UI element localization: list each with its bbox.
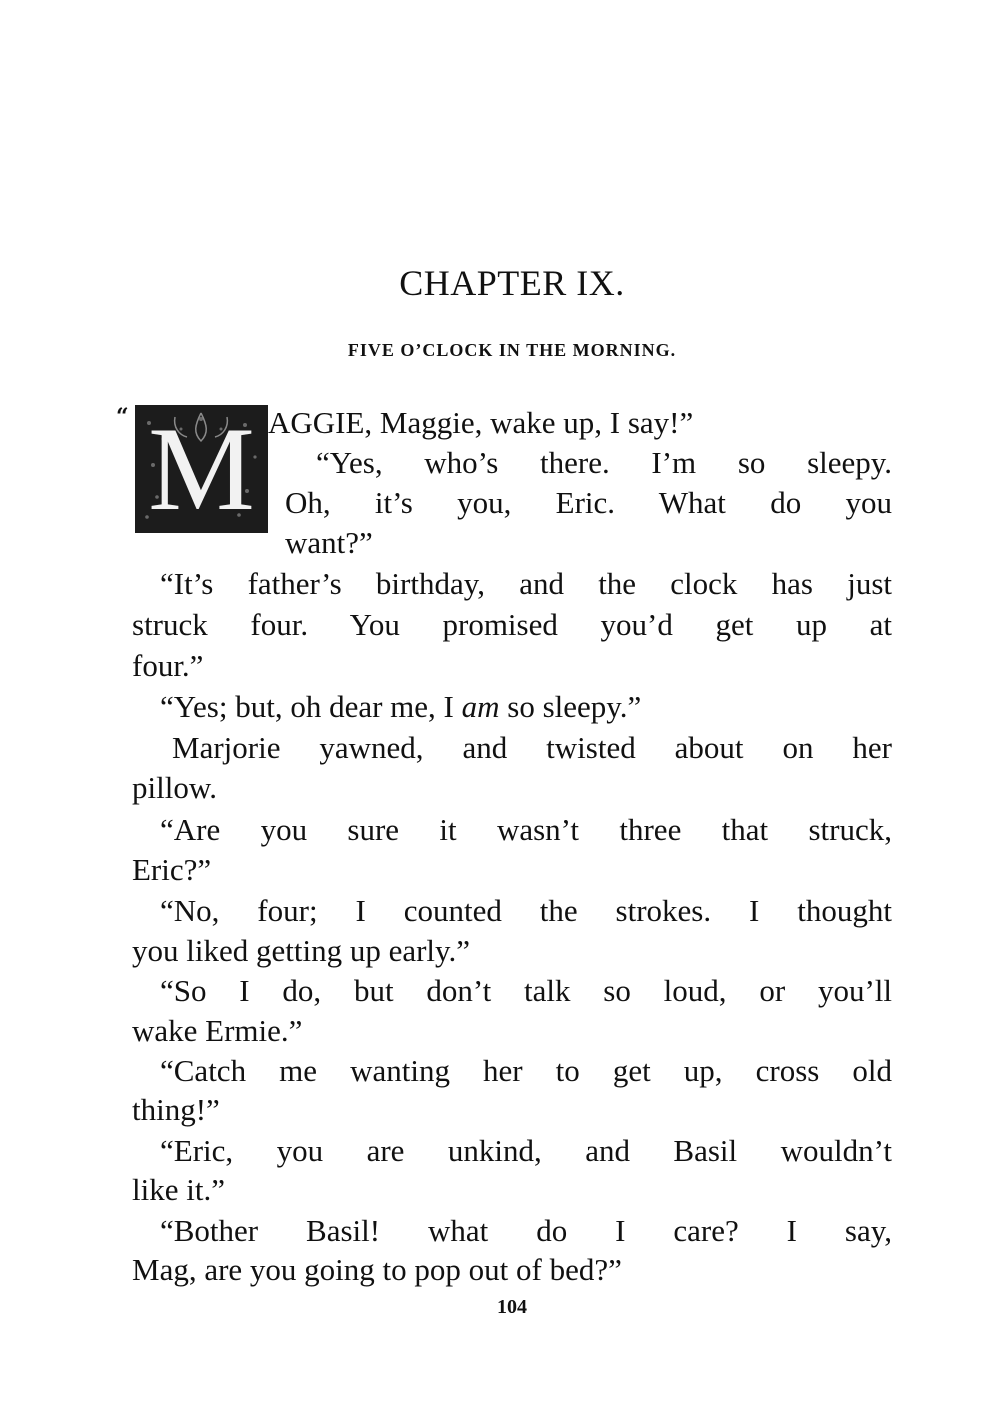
text-line: Oh, it’s you, Eric. What do you [285,485,892,520]
chapter-title: CHAPTER IX. [399,263,625,303]
text-line: “Are you sure it wasn’t three that struck, [160,812,892,847]
text-segment: “Yes; but, oh dear me, I [160,689,454,724]
text-line: wake Ermie.” [132,1013,303,1048]
text-line-with-emphasis [160,687,641,727]
text-line: Eric?” [132,852,212,887]
text-line: AGGIE, Maggie, wake up, I say!” [268,405,694,440]
text-line: “Yes, who’s there. I’m so sleepy. [316,445,892,480]
text-line: Marjorie yawned, and twisted about on her [172,730,892,765]
dropcap-letter: M [148,405,255,533]
text-line: struck four. You promised you’d get up at [132,607,892,642]
text-line: “Eric, you are unkind, and Basil wouldn’t [160,1133,892,1168]
decorative-dropcap [135,405,268,533]
page-number: 104 [497,1296,527,1318]
text-line: four.” [132,648,204,683]
chapter-subtitle: FIVE O’CLOCK IN THE MORNING. [347,340,677,360]
text-line: like it.” [132,1172,225,1207]
text-line: you liked getting up early.” [132,933,471,968]
text-line: “Catch me wanting her to get up, cross old [160,1053,892,1088]
text-line: “Bother Basil! what do I care? I say, [160,1213,892,1248]
text-line: “No, four; I counted the strokes. I thought [160,893,892,928]
text-segment: so sleepy.” [507,689,642,724]
text-line: thing!” [132,1092,220,1127]
opening-quote-mark: “ [116,404,129,430]
text-line: pillow. [132,770,217,805]
text-line: want?” [285,525,373,560]
text-line: “So I do, but don’t talk so loud, or you’ll [160,973,892,1008]
text-line: Mag, are you going to pop out of bed?” [132,1252,622,1287]
text-line: “It’s father’s birthday, and the clock has just [160,566,892,601]
emphasized-word: am [461,689,500,724]
